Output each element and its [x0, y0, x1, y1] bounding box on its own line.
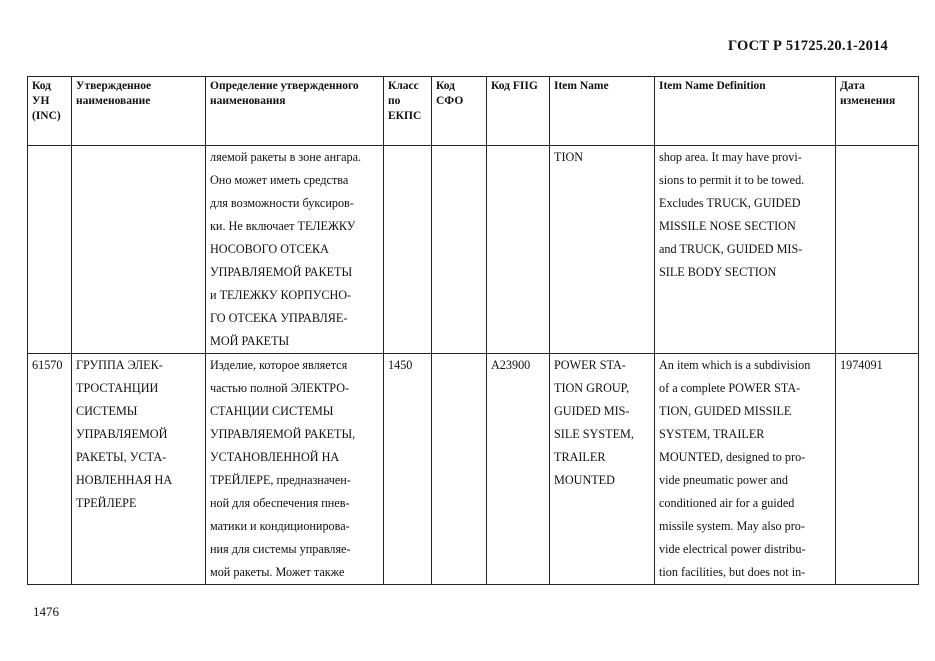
cell-text-line: TION GROUP,	[554, 381, 630, 395]
cell-text-line: и ТЕЛЕЖКУ КОРПУСНО-	[210, 288, 352, 302]
cell-text-line: An item which is a subdivision	[659, 358, 811, 372]
cell-sfo	[432, 354, 487, 585]
cell-text-line: tion facilities, but does not in-	[659, 565, 806, 579]
cell-text-line: GUIDED MIS-	[554, 404, 630, 418]
cell-text-line: НОСОВОГО ОТСЕКА	[210, 242, 329, 256]
cell-text-line: shop area. It may have provi-	[659, 150, 802, 164]
cell-class: 1450	[384, 354, 432, 585]
cell-inc	[28, 146, 72, 354]
cell-text-line: vide electrical power distribu-	[659, 542, 806, 556]
table-row	[28, 354, 919, 585]
cell-fiig: A23900	[487, 354, 550, 585]
cell-text-line: SILE SYSTEM,	[554, 427, 634, 441]
cell-inc: 61570	[28, 354, 72, 585]
cell-text-line: TION, GUIDED MISSILE	[659, 404, 792, 418]
col-header-inc: Код УН (INC)	[28, 77, 72, 146]
cell-text-line: РАКЕТЫ, УСТА-	[76, 450, 167, 464]
col-header-fiig: Код FIIG	[487, 77, 550, 146]
cell-item-name	[550, 146, 655, 354]
cell-text-line: МОЙ РАКЕТЫ	[210, 334, 290, 348]
cell-text-line: мой ракеты. Может также	[210, 565, 345, 579]
cell-name-ru	[72, 146, 206, 354]
cell-text-line: ГО ОТСЕКА УПРАВЛЯЕ-	[210, 311, 348, 325]
cell-text-line: ния для системы управляе-	[210, 542, 351, 556]
cell-text-line: missile system. May also pro-	[659, 519, 805, 533]
cell-text-line: ной для обеспечения пнев-	[210, 496, 350, 510]
cell-text-line: Изделие, которое является	[210, 358, 348, 372]
cell-text-line: УПРАВЛЯЕМОЙ РАКЕТЫ	[210, 265, 353, 279]
cell-text-line: ТРЕЙЛЕРЕ, предназначен-	[210, 473, 351, 487]
cell-text-line: СИСТЕМЫ	[76, 404, 138, 418]
col-header-name-ru: Утвержденное наименование	[72, 77, 206, 146]
table-header-row	[28, 77, 919, 146]
cell-definition-ru	[206, 354, 384, 585]
cell-text-line: ки. Не включает ТЕЛЕЖКУ	[210, 219, 356, 233]
cell-text-line: sions to permit it to be towed.	[659, 173, 805, 187]
cell-sfo	[432, 146, 487, 354]
cell-definition-ru	[206, 146, 384, 354]
cell-text-line: MOUNTED, designed to pro-	[659, 450, 806, 464]
col-header-item-definition: Item Name Definition	[655, 77, 836, 146]
cell-fiig	[487, 146, 550, 354]
cell-text-line: TION	[554, 150, 584, 164]
catalog-table	[27, 76, 919, 585]
page-number: 1476	[33, 604, 59, 619]
cell-item-name	[550, 354, 655, 585]
cell-text-line: для возможности буксиров-	[210, 196, 354, 210]
col-header-sfo: Код СФО	[432, 77, 487, 146]
cell-text-line: MOUNTED	[554, 473, 615, 487]
cell-item-definition	[655, 354, 836, 585]
col-header-item-name: Item Name	[550, 77, 655, 146]
col-header-definition-ru: Определение утвержденного наименования	[206, 77, 384, 146]
cell-text-line: POWER STA-	[554, 358, 626, 372]
cell-text-line: vide pneumatic power and	[659, 473, 788, 487]
cell-date	[836, 146, 919, 354]
cell-text-line: матики и кондиционирова-	[210, 519, 350, 533]
cell-date: 1974091	[836, 354, 919, 585]
cell-text-line: НОВЛЕННАЯ НА	[76, 473, 173, 487]
cell-text-line: ГРУППА ЭЛЕК-	[76, 358, 163, 372]
cell-item-definition	[655, 146, 836, 354]
cell-text-line: ТРОСТАНЦИИ	[76, 381, 159, 395]
document-standard-header: ГОСТ Р 51725.20.1-2014	[727, 38, 888, 54]
cell-text-line: УПРАВЛЯЕМОЙ	[76, 427, 168, 441]
cell-class	[384, 146, 432, 354]
col-header-date: Дата изменения	[836, 77, 919, 146]
cell-text-line: of a complete POWER STA-	[659, 381, 801, 395]
cell-text-line: SYSTEM, TRAILER	[659, 427, 765, 441]
table-row	[28, 146, 919, 354]
cell-text-line: СТАНЦИИ СИСТЕМЫ	[210, 404, 334, 418]
cell-text-line: SILE BODY SECTION	[659, 265, 777, 279]
cell-text-line: ТРЕЙЛЕРЕ	[76, 496, 137, 510]
cell-text-line: conditioned air for a guided	[659, 496, 795, 510]
cell-text-line: MISSILE NOSE SECTION	[659, 219, 796, 233]
cell-text-line: ляемой ракеты в зоне ангара.	[210, 150, 362, 164]
cell-text-line: and TRUCK, GUIDED MIS-	[659, 242, 803, 256]
cell-text-line: частью полной ЭЛЕКТРО-	[210, 381, 350, 395]
cell-text-line: Оно может иметь средства	[210, 173, 349, 187]
cell-name-ru	[72, 354, 206, 585]
cell-text-line: УСТАНОВЛЕННОЙ НА	[210, 450, 340, 464]
cell-text-line: УПРАВЛЯЕМОЙ РАКЕТЫ,	[210, 427, 356, 441]
cell-text-line: Excludes TRUCK, GUIDED	[659, 196, 801, 210]
col-header-class: Класс по ЕКПС	[384, 77, 432, 146]
cell-text-line: TRAILER	[554, 450, 606, 464]
